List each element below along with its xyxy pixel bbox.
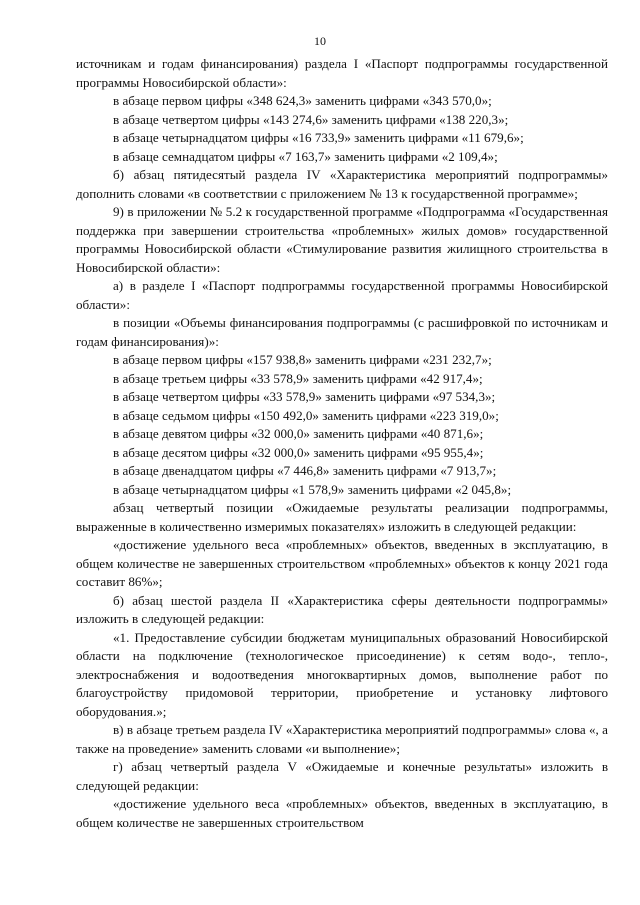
paragraph: в позиции «Объемы финансирования подпрограммы (с расшифровкой по источникам и годам финансирования)»: bbox=[76, 315, 608, 349]
paragraph: в абзаце первом цифры «157 938,8» заменить цифрами «231 232,7»; bbox=[113, 352, 492, 367]
paragraph: «достижение удельного веса «проблемных» объектов, введенных в эксплуатацию, в общем количестве не завершенных строительством bbox=[76, 796, 608, 830]
paragraph: «достижение удельного веса «проблемных» объектов, введенных в эксплуатацию, в общем количестве не завершенных строительством «проблемных» объектов к концу 2021 года составит 86%»; bbox=[76, 537, 608, 589]
paragraph: абзац четвертый позиции «Ожидаемые результаты реализации подпрограммы, выраженные в количественно измеримых показателях» изложить в следующей редакции: bbox=[76, 500, 608, 534]
paragraph: в абзаце четвертом цифры «143 274,6» заменить цифрами «138 220,3»; bbox=[113, 111, 509, 127]
paragraph: в абзаце третьем цифры «33 578,9» заменить цифрами «42 917,4»; bbox=[113, 370, 483, 386]
paragraph: источникам и годам финансирования) раздела I «Паспорт подпрограммы государственной программы Новосибирской области»: bbox=[76, 56, 608, 90]
paragraph: в абзаце девятом цифры «32 000,0» заменить цифрами «40 871,6»; bbox=[113, 426, 484, 441]
paragraph: 9) в приложении № 5.2 к государственной программе «Подпрограмма «Государственная поддержка при завершении строительства «проблемных» жилых домов» государственной программы Новосибирской области «Стимулирование развития жилищного строительства в Новосибирской области»: bbox=[76, 204, 608, 275]
paragraph: в абзаце семнадцатом цифры «7 163,7» заменить цифрами «2 109,4»; bbox=[113, 148, 498, 164]
paragraph: в абзаце четырнадцатом цифры «16 733,9» заменить цифрами «11 679,6»; bbox=[113, 130, 524, 145]
paragraph: г) абзац четвертый раздела V «Ожидаемые и конечные результаты» изложить в следующей редакции: bbox=[76, 759, 608, 793]
paragraph: в абзаце десятом цифры «32 000,0» заменить цифрами «95 955,4»; bbox=[113, 444, 484, 460]
paragraph: б) абзац пятидесятый раздела IV «Характеристика мероприятий подпрограммы» дополнить словами «в соответствии с приложением № 13 к государственной программе»; bbox=[76, 167, 608, 201]
page-number: 10 bbox=[314, 34, 326, 48]
document-body bbox=[76, 55, 608, 832]
paragraph: в абзаце четырнадцатом цифры «1 578,9» заменить цифрами «2 045,8»; bbox=[113, 481, 512, 497]
paragraph: в абзаце двенадцатом цифры «7 446,8» заменить цифрами «7 913,7»; bbox=[113, 463, 497, 478]
paragraph: в абзаце седьмом цифры «150 492,0» заменить цифрами «223 319,0»; bbox=[113, 407, 499, 423]
paragraph: «1. Предоставление субсидии бюджетам муниципальных образований Новосибирской области на подключение (технологическое присоединение) к сетям водо-, тепло-, электроснабжения и водоотведения многоквартирных домов, выполнение работ по благоустройству придомовой территории, приобретение и установку лифтового оборудования.»; bbox=[76, 629, 608, 719]
paragraph: б) абзац шестой раздела II «Характеристика сферы деятельности подпрограммы» изложить в следующей редакции: bbox=[76, 592, 608, 626]
paragraph: в абзаце четвертом цифры «33 578,9» заменить цифрами «97 534,3»; bbox=[113, 389, 496, 404]
paragraph: в абзаце первом цифры «348 624,3» заменить цифрами «343 570,0»; bbox=[113, 93, 492, 108]
paragraph: в) в абзаце третьем раздела IV «Характеристика мероприятий подпрограммы» слова «, а также на проведение» заменить словами «и выполнение»; bbox=[76, 722, 608, 756]
paragraph: а) в разделе I «Паспорт подпрограммы государственной программы Новосибирской области»: bbox=[76, 278, 608, 312]
